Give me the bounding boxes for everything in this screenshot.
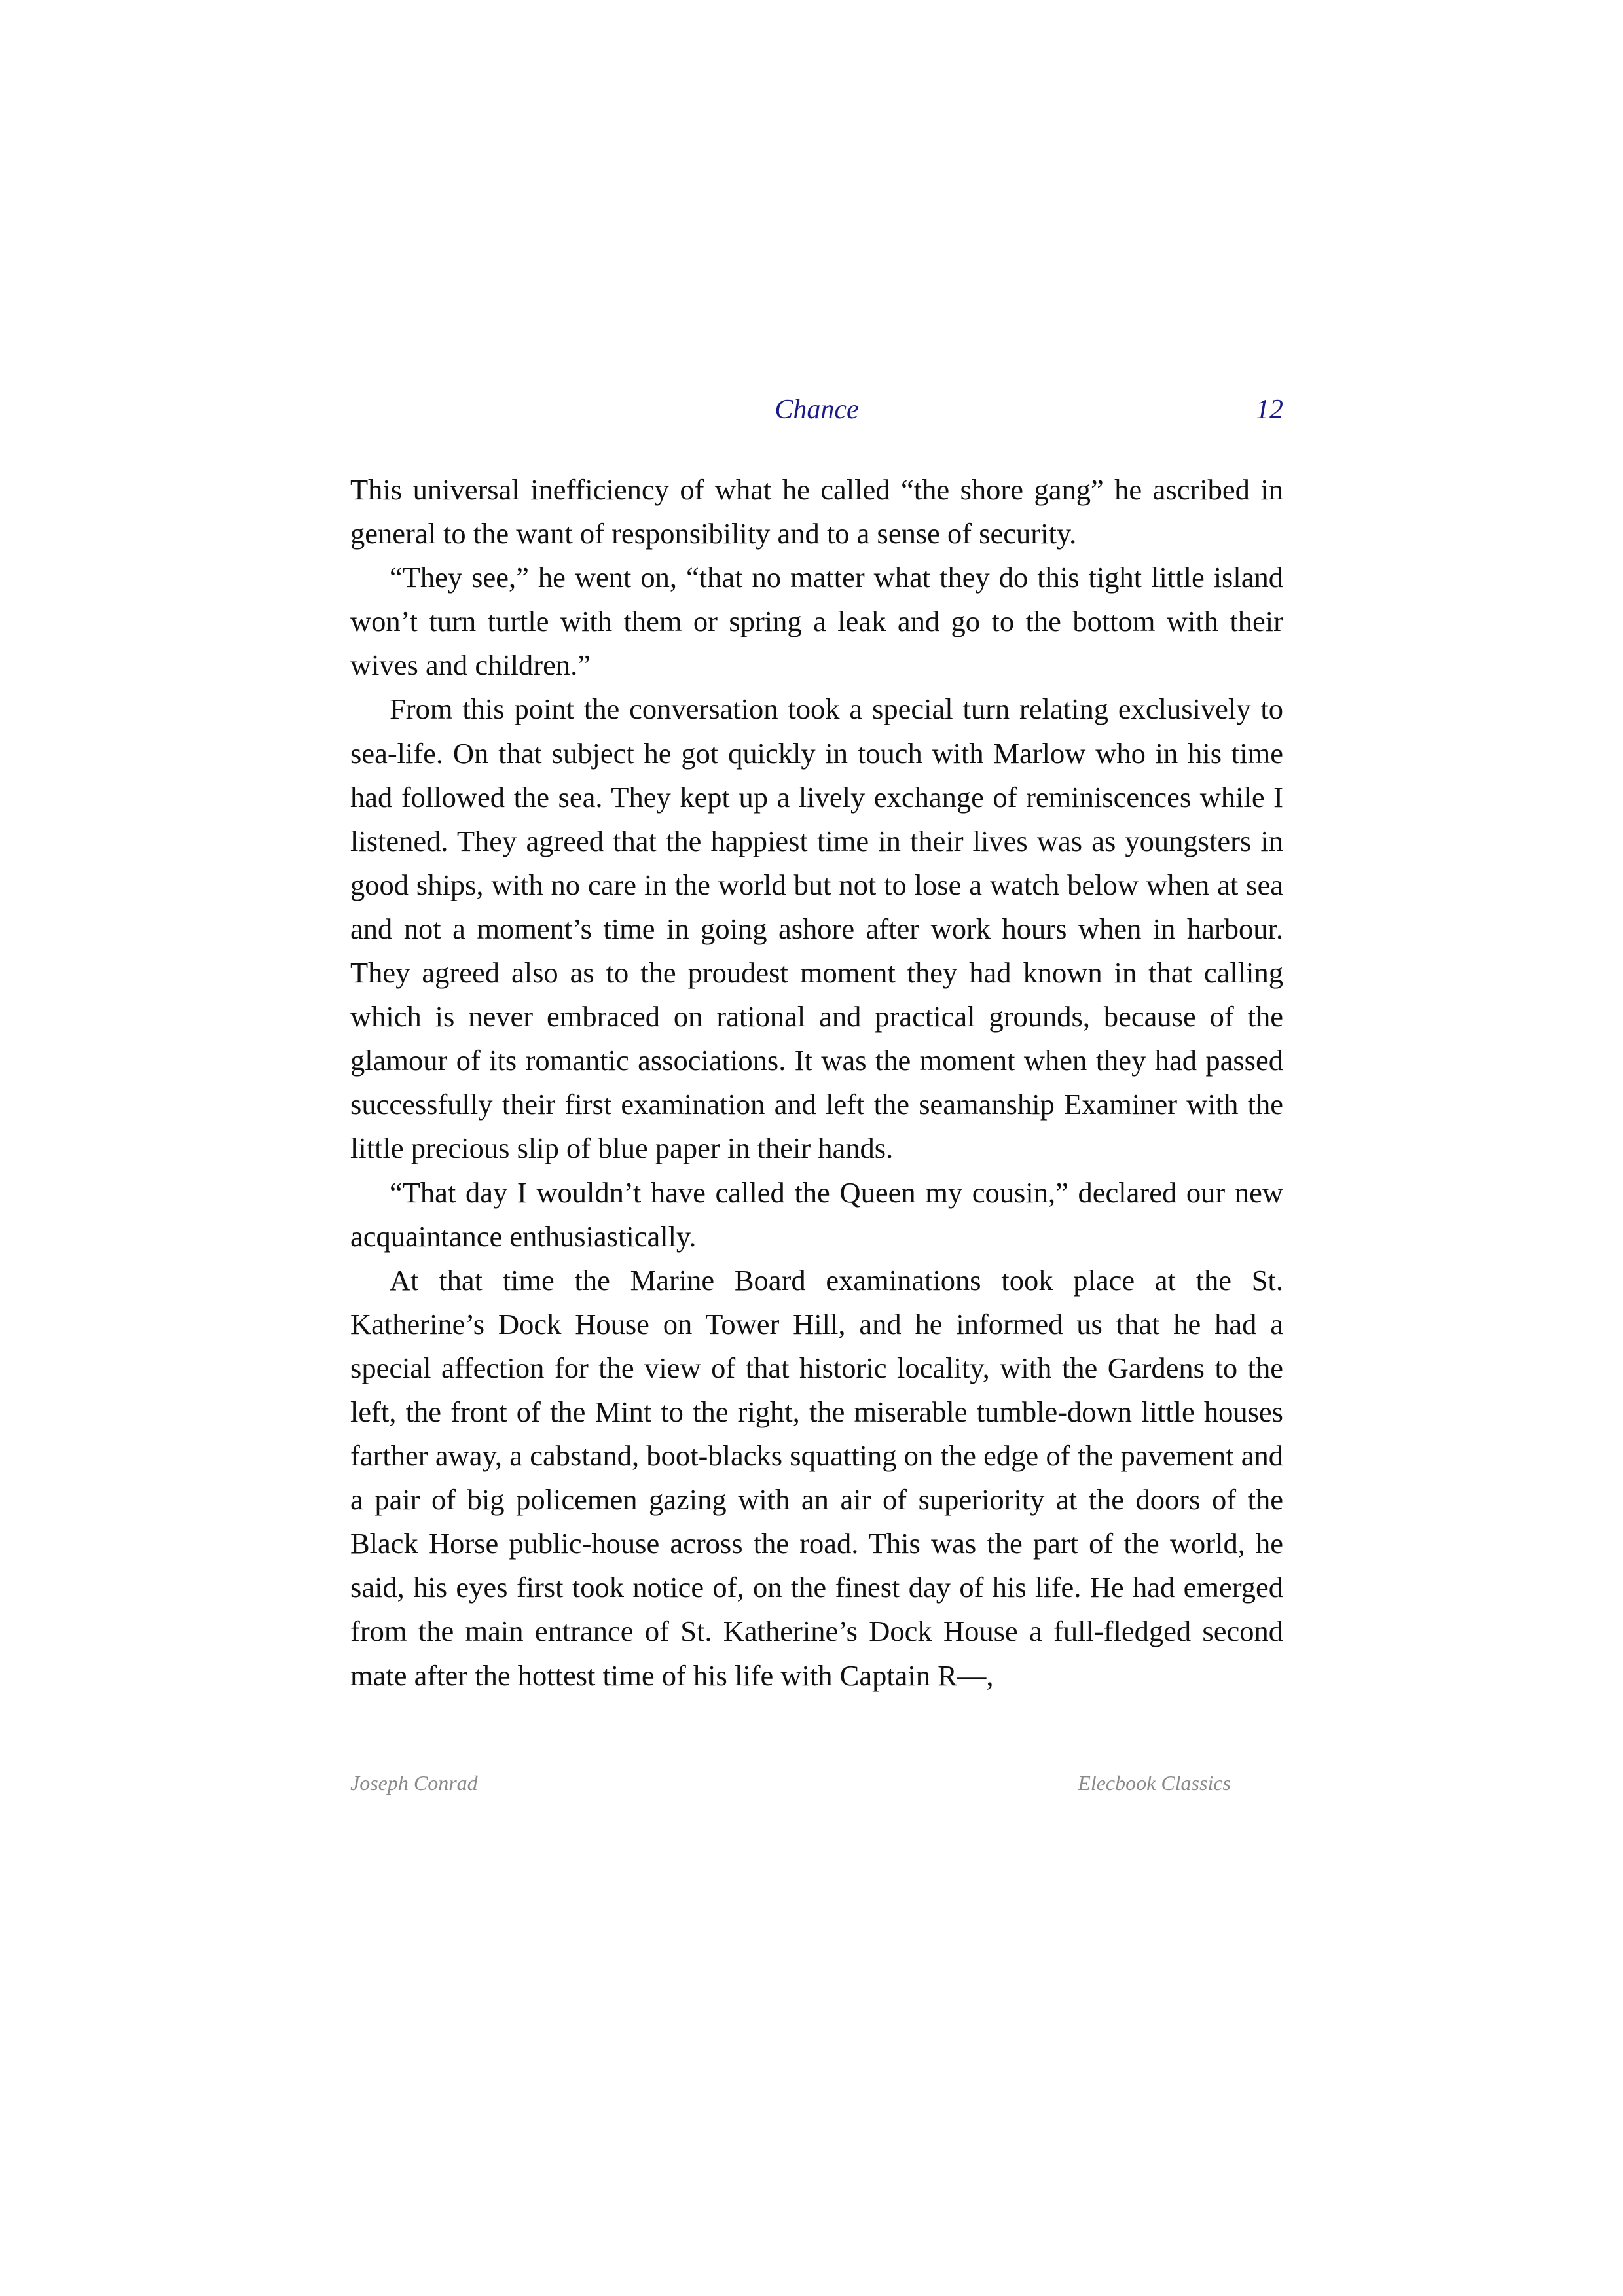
paragraph-4: “That day I wouldn’t have called the Queen my cousin,” declared our new acquaintance enthusiastically. [350, 1175, 1283, 1253]
body-text [350, 468, 1283, 1698]
paragraph-5: At that time the Marine Board examinations took place at the St. Katherine’s Dock House on Tower Hill, and he informed us that he had a special affection for the view of that historic locality, with the Gardens to the left, the front of the Mint to the right, the miserable tumble-down little houses farther away, a cabstand, boot-blacks squatting on the edge of the pavement and a pair of big policemen gazing with an air of superiority at the doors of the Black Horse public-house across the road. This was the part of the world, he said, his eyes first took notice of, on the finest day of his life. He had emerged from the main entrance of St. Katherine’s Dock House a full-fledged second mate after the hottest time of his life with Captain R—, [350, 1263, 1283, 1692]
running-header [350, 394, 1283, 433]
paragraph-3: From this point the conversation took a special turn relating exclusively to sea-life. On that subject he got quickly in touch with Marlow who in his time had followed the sea. They kept up a lively exchange of reminiscences while I listened. They agreed that the happiest time in their lives was as youngsters in good ships, with no care in the world but not to lose a watch below when at sea and not a moment’s time in going ashore after work hours when in harbour. They agreed also as to the proudest moment they had known in that calling which is never embraced on rational and practical grounds, because of the glamour of its romantic associations. It was the moment when they had passed successfully their first examination and left the seamanship Examiner with the little precious slip of blue paper in their hands. [350, 692, 1283, 1165]
paragraph-1: This universal inefficiency of what he called “the shore gang” he ascribed in general to the want of responsibility and to a sense of security. [350, 473, 1283, 550]
book-title: Chance [775, 395, 859, 425]
paragraph-2: “They see,” he went on, “that no matter what they do this tight little island won’t turn turtle with them or spring a leak and go to the bottom with their wives and children.” [350, 561, 1283, 682]
footer-author: Joseph Conrad [350, 1771, 478, 1795]
footer-publisher: Elecbook Classics [1078, 1771, 1231, 1795]
page-number: 12 [1256, 395, 1283, 425]
